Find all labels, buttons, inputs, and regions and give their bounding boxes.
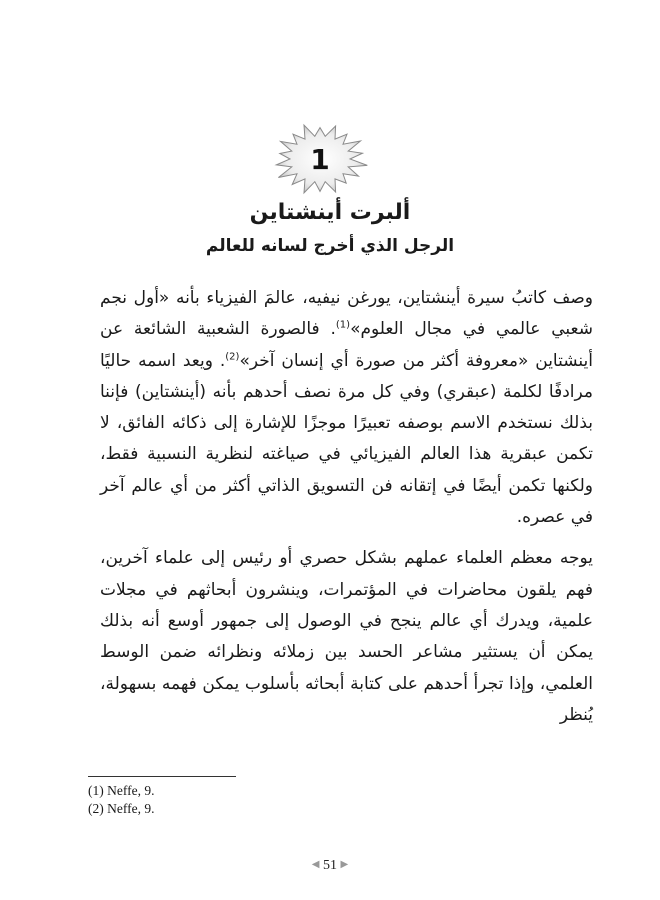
paragraph-text: . فالصورة الشعبية الشائعة عن أينشتاين «معروفة أكثر من صورة أي إنسان آخر»: [100, 319, 593, 371]
footnote: (1) Neffe, 9.: [88, 783, 155, 798]
chapter-badge: [270, 120, 370, 198]
chapter-subtitle: الرجل الذي أخرج لسانه للعالم: [205, 236, 455, 256]
page-number: 51: [323, 858, 337, 873]
paragraph-2: [100, 543, 593, 731]
paragraph-1: [100, 283, 593, 533]
chapter-number: 1: [310, 142, 330, 176]
footnote-ref: (2): [225, 350, 240, 362]
body-text: [100, 283, 593, 731]
triangle-left-icon: ◀: [311, 859, 320, 870]
footnote-divider: [88, 776, 236, 777]
paragraph-text: يوجه معظم العلماء عملهم بشكل حصري أو رئيس إلى علماء آخرين، فهم يلقون محاضرات في المؤتمرات، وينشرون أبحاثهم في مجلات علمية، ويدرك أي عالم ينجح في الوصول إلى جمهور أوسع أنه بذلك يمكن أن يستثير مشاعر الحسد بين زملائه ونظرائه ضمن الوسط العلمي، وإذا تجرأ أحدهم على كتابة أبحاثه بأسلوب يمكن فهمه بسهولة، يُنظر: [100, 548, 593, 725]
paragraph-text: . ويعد اسمه حاليًا مرادفًا لكلمة (عبقري) وفي كل مرة نصف أحدهم بأنه (أينشتاين) فإننا بذلك نستخدم الاسم بوصفه تعبيرًا موجزًا للإشارة إلى ذكائه الفائق، لا تكمن عبقرية هذا العالم الفيزيائي في صياغته لنظرية النسبية فقط، ولكنها تكمن أيضًا في إتقانه فن التسويق الذاتي أكثر من أي عالم آخر في عصره.: [100, 350, 593, 528]
footnote-ref: (1): [335, 319, 351, 331]
chapter-title: ألبرت أينشتاين: [249, 200, 411, 225]
page-footer: [0, 858, 660, 874]
triangle-right-icon: ▶: [340, 859, 349, 870]
paragraph-text: وصف كاتبُ سيرة أينشتاين، يورغن نيفيه، عالمَ الفيزياء بأنه «أول نجم شعبي عالمي في مجال العلوم»: [100, 288, 593, 340]
footnotes: [88, 782, 154, 818]
footnote: (2) Neffe, 9.: [88, 801, 155, 816]
